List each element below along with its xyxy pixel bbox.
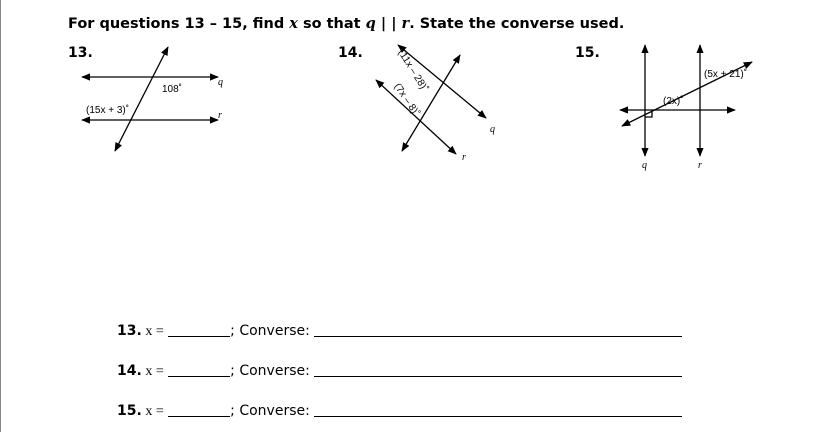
answer-14-converse-label: ; Converse: [230,363,310,379]
diagram-13-angle-15x: (15x + 3)˚ [86,105,130,116]
diagram-14-line-r [376,80,456,154]
diagram-13-label-r: r [218,110,222,121]
answer-15-number: 15. [117,403,142,419]
answer-14-number: 14. [117,363,142,379]
answer-14-x-label: x = [141,364,164,379]
diagram-15-label-r: r [698,160,702,171]
diagram-14 [376,45,486,154]
diagram-14-label-q: q [490,124,495,135]
diagram-13 [82,47,218,151]
heading-parallel: | | [375,16,402,32]
heading-mid: so that [297,16,366,32]
heading-var-r: r [401,15,410,32]
question-15-number: 15. [575,45,600,61]
question-13-number: 13. [68,45,93,61]
answer-14-converse-blank[interactable] [314,362,682,377]
heading-prefix: For questions 13 – 15, find [68,16,290,32]
diagram-13-label-q: q [218,77,223,88]
diagram-15 [620,45,752,156]
answer-row-14 [117,362,682,380]
answer-13-converse-blank[interactable] [314,322,682,337]
diagram-14-angle-11x: (11x – 28)˚ [395,47,431,94]
diagram-13-transversal [115,47,168,151]
diagram-15-angle-2x: (2x)˚ [663,96,684,107]
diagram-15-angle-5x: (5x + 21)˚ [704,69,748,80]
answer-15-x-blank[interactable] [168,402,230,417]
answer-row-13 [117,322,682,340]
diagram-14-angle-7x: (7x – 8)˚ [391,81,422,119]
answer-15-x-label: x = [141,404,164,419]
answer-13-converse-label: ; Converse: [230,323,310,339]
diagram-13-angle-108: 108˚ [162,84,183,95]
answer-13-x-blank[interactable] [168,322,230,337]
answer-15-converse-label: ; Converse: [230,403,310,419]
heading-suffix: . State the converse used. [409,16,625,32]
answer-13-x-label: x = [141,324,164,339]
answer-15-converse-blank[interactable] [314,402,682,417]
heading-var-q: q [365,15,376,32]
answer-14-x-blank[interactable] [168,362,230,377]
diagram-15-label-q: q [642,160,647,171]
answer-13-number: 13. [117,323,142,339]
question-14-number: 14. [338,45,363,61]
diagram-14-label-r: r [462,152,466,163]
answer-row-15 [117,402,682,420]
heading-var-x: x [289,15,298,32]
